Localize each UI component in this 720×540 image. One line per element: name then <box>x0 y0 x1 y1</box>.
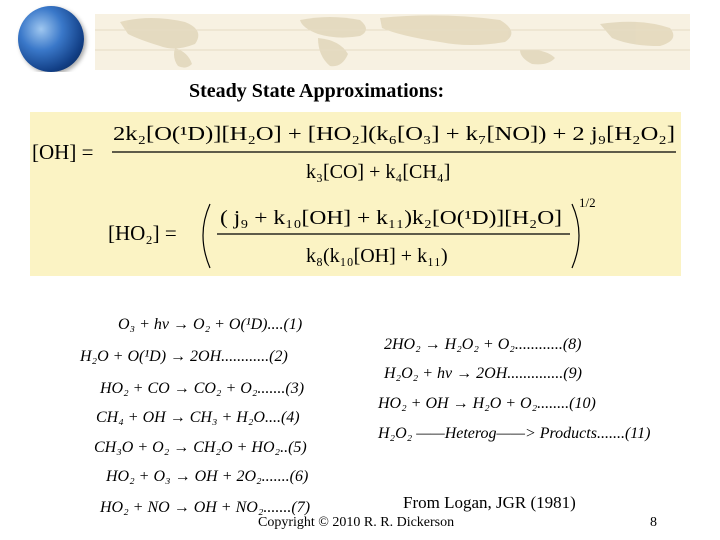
equation-box <box>30 112 681 276</box>
globe-icon <box>18 6 84 72</box>
reactions-right-list <box>372 333 651 453</box>
world-map-banner <box>0 0 720 72</box>
reaction-4: CH₄ + OH → CH₃ + H₂O....(4) <box>96 409 300 426</box>
reaction-3: HO₂ + CO → CO₂ + O₂.......(3) <box>100 380 305 397</box>
ho2-right-paren <box>572 204 579 268</box>
copyright-notice: Copyright © 2010 R. R. Dickerson <box>258 515 455 530</box>
ho2-exponent: 1/2 <box>579 195 596 210</box>
ho2-left-paren <box>203 204 210 268</box>
reaction-7: HO₂ + NO → OH + NO₂.......(7) <box>100 499 311 516</box>
oh-denominator: k₃[CO] + k₄[CH₄] <box>306 161 451 183</box>
slide-title: Steady State Approximations: <box>189 80 445 102</box>
reaction-5: CH₃O + O₂ → CH₂O + HO₂..(5) <box>94 439 307 456</box>
equations-graphic <box>30 112 681 276</box>
source-citation: From Logan, JGR (1981) <box>403 493 576 512</box>
page-number: 8 <box>650 515 657 530</box>
reaction-9: H₂O₂ + hν → 2OH..............(9) <box>384 365 582 382</box>
ho2-lhs: [HO₂] = <box>108 221 177 245</box>
ho2-denominator: k₈(k₁₀[OH] + k₁₁) <box>306 245 448 267</box>
world-map-graphic <box>0 0 720 72</box>
reaction-6: HO₂ + O₃ → OH + 2O₂.......(6) <box>106 468 309 485</box>
ho2-numerator: ( j₉ + k₁₀[OH] + k₁₁)k₂[O(¹D)][H₂O] <box>220 207 562 229</box>
oh-numerator: 2k₂[O(¹D)][H₂O] + [HO₂](k₆[O₃] + k₇[NO]) + 2 j₉[H₂O₂] <box>113 123 675 145</box>
oh-lhs: [OH] = <box>32 140 94 164</box>
reaction-1: O₃ + hν → O₂ + O(¹D)....(1) <box>118 316 303 333</box>
reaction-10: HO₂ + OH → H₂O + O₂........(10) <box>378 395 596 412</box>
reaction-8: 2HO₂ → H₂O₂ + O₂............(8) <box>384 336 582 353</box>
reaction-2: H₂O + O(¹D) → 2OH............(2) <box>80 348 288 365</box>
reaction-11: H₂O₂ ——Heterog——> Products.......(11) <box>378 425 651 442</box>
reactions-left-list <box>60 310 350 530</box>
